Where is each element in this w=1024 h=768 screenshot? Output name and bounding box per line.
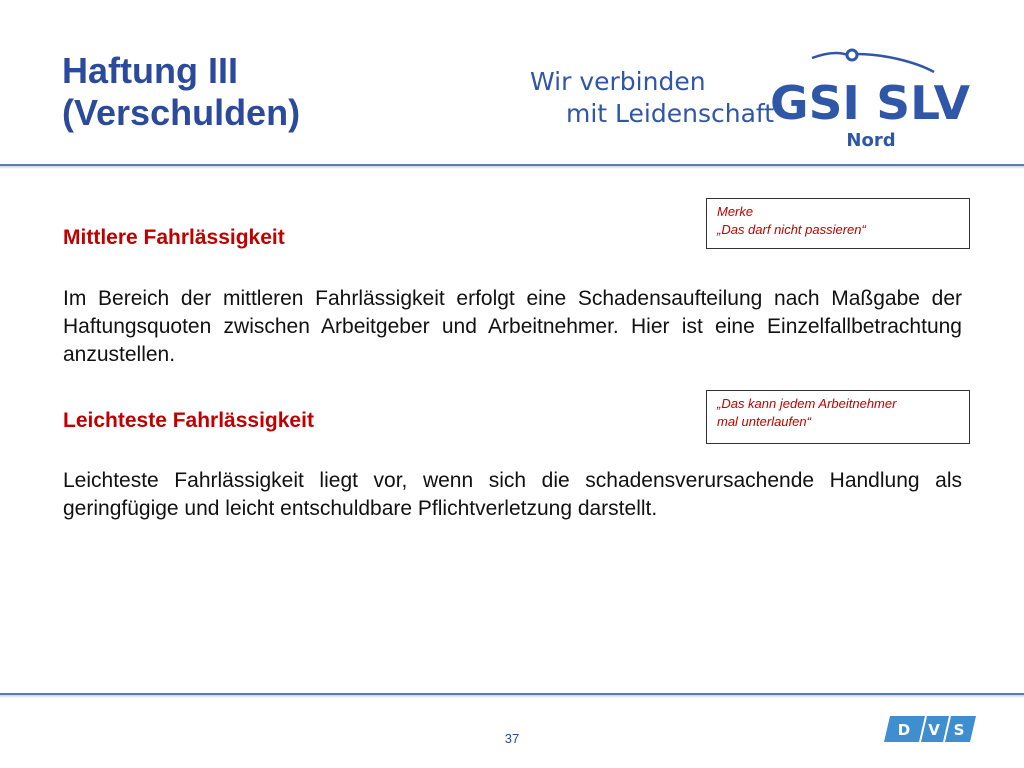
header-divider xyxy=(0,164,1024,169)
note-box-unterlaufen xyxy=(706,390,970,444)
slide-title-line2: (Verschulden) xyxy=(62,92,301,133)
page-number: 37 xyxy=(504,731,520,746)
slogan-line1: Wir verbinden xyxy=(530,67,706,96)
logo-arc-right xyxy=(857,54,934,72)
dvs-letter-v: V xyxy=(928,721,940,739)
note-line2: „Das darf nicht passieren“ xyxy=(717,222,866,237)
note-line1: „Das kann jedem Arbeitnehmer xyxy=(717,396,897,411)
dvs-letter-s: S xyxy=(953,721,965,739)
note-line2: mal unterlaufen“ xyxy=(717,414,811,429)
logo-sub-text: Nord xyxy=(846,130,896,151)
logo-ring xyxy=(847,50,857,60)
heading-mittlere: Mittlere Fahrlässigkeit xyxy=(63,226,285,249)
slogan xyxy=(530,66,774,130)
logo-arc-left xyxy=(812,53,848,58)
slogan-line2: mit Leidenschaft xyxy=(566,99,775,128)
note-box-merke xyxy=(706,198,970,249)
slide-title xyxy=(62,50,300,134)
logo-brand-text: GSI SLV xyxy=(770,76,971,130)
slide-title-line1: Haftung III xyxy=(62,50,238,91)
paragraph-leichteste: Leichteste Fahrlässigkeit liegt vor, wenn sich die schadensverursachende Handlung als geringfügige und leicht entschuldbare Pflichtverletzung darstellt. xyxy=(63,469,962,520)
dvs-logo xyxy=(884,716,976,742)
gsi-slv-nord-logo xyxy=(766,42,976,154)
footer-divider xyxy=(0,693,1024,698)
paragraph-mittlere: Im Bereich der mittleren Fahrlässigkeit erfolgt eine Schadensaufteilung nach Maßgabe der Haftungsquoten zwischen Arbeitgeber und Arbeitnehmer. Hier ist eine Einzelfallbetrachtung anzustellen. xyxy=(63,287,962,366)
dvs-letter-d: D xyxy=(897,721,911,739)
heading-leichteste: Leichteste Fahrlässigkeit xyxy=(63,409,314,432)
note-line1: Merke xyxy=(717,204,754,219)
